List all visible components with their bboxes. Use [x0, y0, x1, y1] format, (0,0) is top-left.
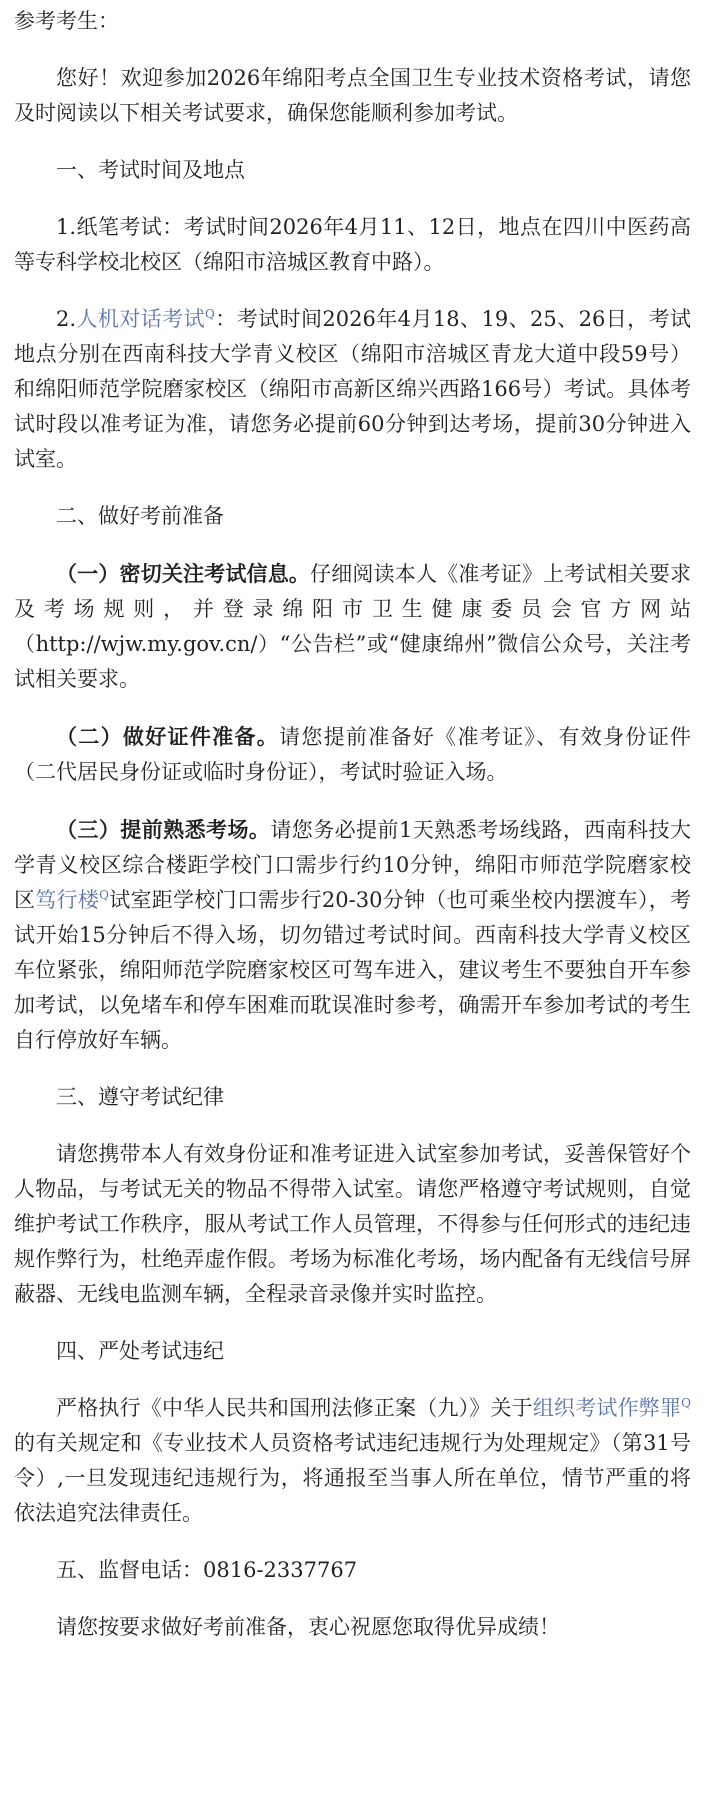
- item-2-text: ：考试时间2026年4月18、19、25、26日，考试地点分别在西南科技大学青义校区（绵阳市涪城区青龙大道中段59号）和绵阳师范学院磨家校区（绵阳市高新区绵兴西路166号）考试。具体考试时段以准考证为准，请您务必提前60分钟到达考场，提前30分钟进入试室。: [14, 307, 691, 471]
- greeting: 参考考生：: [14, 9, 119, 33]
- section-4-text: [14, 1391, 691, 1531]
- link-exam-cheating-crime[interactable]: 组织考试作弊罪: [532, 1396, 682, 1420]
- para-1-heading: （一）密切关注考试信息。: [56, 561, 311, 586]
- section-2-heading: 二、做好考前准备: [56, 504, 224, 528]
- para-3-heading: （三）提前熟悉考场。: [56, 817, 271, 842]
- section-4-text-b: 的有关规定和《专业技术人员资格考试违纪违规行为处理规定》（第31号令）,一旦发现违纪违规行为，将通报至当事人所在单位，情节严重的将依法追究法律责任。: [14, 1431, 691, 1525]
- closing-paragraph: 请您按要求做好考前准备，衷心祝愿您取得优异成绩！: [56, 1615, 560, 1639]
- para-2-heading: （二）做好证件准备。: [56, 724, 280, 749]
- section-2-para-2: [14, 719, 691, 790]
- link-computer-exam[interactable]: 人机对话考试: [76, 307, 206, 331]
- section-1-item-2: [14, 302, 691, 477]
- section-5-heading: 五、监督电话：0816-2337767: [56, 1558, 358, 1582]
- section-2-para-3: [14, 812, 691, 1058]
- para-1-text: 仔细阅读本人《准考证》上考试相关要求及考场规则，并登录绵阳市卫生健康委员会官方网站（http://wjw.my.gov.cn/）“公告栏”或“健康绵州”微信公众号，关注考试相关要求。: [14, 562, 692, 691]
- search-icon[interactable]: Q: [681, 1396, 692, 1410]
- para-2-text: 请您提前准备好《准考证》、有效身份证件（二代居民身份证或临时身份证），考试时验证入场。: [14, 725, 692, 784]
- link-duxing-building[interactable]: 笃行楼: [35, 888, 100, 912]
- item-2-prefix: 2.: [56, 307, 77, 331]
- section-1-item-1: 1.纸笔考试：考试时间2026年4月11、12日，地点在四川中医药高等专科学校北校区（绵阳市涪城区教育中路）。: [14, 215, 691, 274]
- intro-paragraph: 您好！欢迎参加2026年绵阳考点全国卫生专业技术资格考试，请您及时阅读以下相关考试要求，确保您能顺利参加考试。: [14, 66, 691, 125]
- search-icon[interactable]: Q: [99, 888, 109, 902]
- section-4-text-a: 严格执行《中华人民共和国刑法修正案（九）》关于: [56, 1396, 533, 1420]
- section-2-para-1: [14, 556, 691, 697]
- para-3-text-a: 请您务必提前1天熟悉考场线路，西南科技大学青义校区综合楼距学校门口需步行约10分钟，绵阳市师范学院磨家校区: [14, 818, 692, 912]
- para-3-text-b: 试室距学校门口需步行20-30分钟（也可乘坐校内摆渡车），考试开始15分钟后不得入场，切勿错过考试时间。西南科技大学青义校区车位紧张，绵阳师范学院磨家校区可驾车进入，建议考生不要独自开车参加考试，以免堵车和停车困难而耽误准时参考，确需开车参加考试的考生自行停放好车辆。: [14, 888, 692, 1052]
- search-icon[interactable]: Q: [205, 307, 215, 321]
- section-3-text: 请您携带本人有效身份证和准考证进入试室参加考试，妥善保管好个人物品，与考试无关的物品不得带入试室。请您严格遵守考试规则，自觉维护考试工作秩序，服从考试工作人员管理，不得参与任何形式的违纪违规作弊行为，杜绝弄虚作假。考场为标准化考场，场内配备有无线信号屏蔽器、无线电监测车辆，全程录音录像并实时监控。: [14, 1142, 691, 1306]
- section-4-heading: 四、严处考试违纪: [56, 1339, 224, 1363]
- section-3-heading: 三、遵守考试纪律: [56, 1085, 224, 1109]
- section-1-heading: 一、考试时间及地点: [56, 158, 245, 182]
